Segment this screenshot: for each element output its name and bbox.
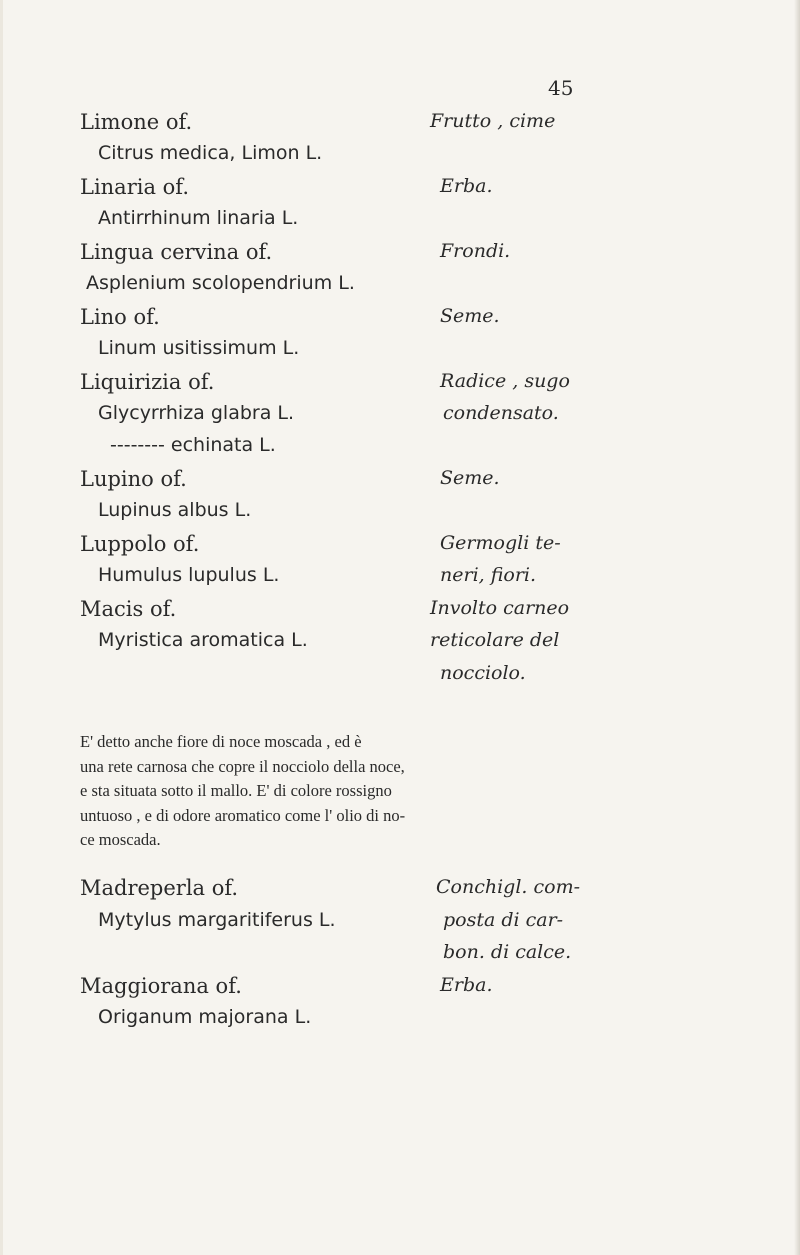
entry-latin: Linum usitissimum L.: [98, 337, 300, 359]
entry-latin: Asplenium scolopendrium L.: [86, 272, 355, 294]
entry-part: Frutto , cime: [430, 110, 556, 132]
entry-name: Luppolo of.: [80, 532, 200, 556]
entry-part: Germogli te-: [440, 532, 561, 554]
page-number: 45: [548, 76, 574, 100]
entry-part: Seme.: [440, 467, 500, 489]
entry-latin: Mytylus margaritiferus L.: [98, 909, 336, 931]
paragraph-line: E' detto anche fiore di noce moscada , ed è: [80, 732, 362, 751]
entry-part: reticolare del: [430, 629, 560, 651]
entry-part: bon. di calce.: [443, 941, 572, 963]
paragraph-line: e sta situata sotto il mallo. E' di colore rossigno: [80, 781, 392, 800]
paragraph-line: ce moscada.: [80, 830, 161, 849]
entry-part: Radice , sugo: [440, 370, 570, 392]
entry-part: condensato.: [443, 402, 559, 424]
entry-latin: Glycyrrhiza glabra L.: [98, 402, 295, 424]
entry-latin: Myristica aromatica L.: [98, 629, 308, 651]
entry-latin: Lupinus albus L.: [98, 499, 252, 521]
entry-part: nocciolo.: [440, 662, 526, 684]
paragraph-line: una rete carnosa che copre il nocciolo della noce,: [80, 756, 405, 776]
entry-part: posta di car-: [443, 909, 564, 931]
entry-latin: -------- echinata L.: [110, 434, 276, 456]
entry-latin: Citrus medica, Limon L.: [98, 142, 323, 164]
entry-name: Limone of.: [80, 110, 193, 134]
entry-part: Conchigl. com-: [436, 876, 581, 898]
paragraph-line: untuoso , e di odore aromatico come l' olio di no-: [80, 805, 406, 825]
entry-name: Lingua cervina of.: [80, 240, 273, 264]
entry-latin: Origanum majorana L.: [98, 1006, 312, 1028]
entry-part: Involto carneo: [430, 597, 570, 619]
entry-latin: Antirrhinum linaria L.: [98, 207, 299, 229]
entry-latin: Humulus lupulus L.: [98, 564, 280, 586]
entry-name: Lupino of.: [80, 467, 187, 491]
entry-name: Macis of.: [80, 597, 177, 621]
entry-name: Maggiorana of.: [80, 974, 242, 998]
entry-part: Erba.: [440, 974, 493, 996]
entry-name: Madreperla of.: [80, 876, 239, 900]
entry-part: neri, fiori.: [440, 564, 537, 586]
entry-name: Linaria of.: [80, 175, 189, 199]
entry-name: Liquirizia of.: [80, 370, 215, 394]
entry-part: Seme.: [440, 305, 500, 327]
description-paragraph: [80, 730, 720, 853]
entry-part: Erba.: [440, 175, 493, 197]
entry-name: Lino of.: [80, 305, 160, 329]
page-edge-right: [794, 0, 800, 1255]
page-edge-left: [0, 0, 3, 1255]
entry-part: Frondi.: [440, 240, 511, 262]
